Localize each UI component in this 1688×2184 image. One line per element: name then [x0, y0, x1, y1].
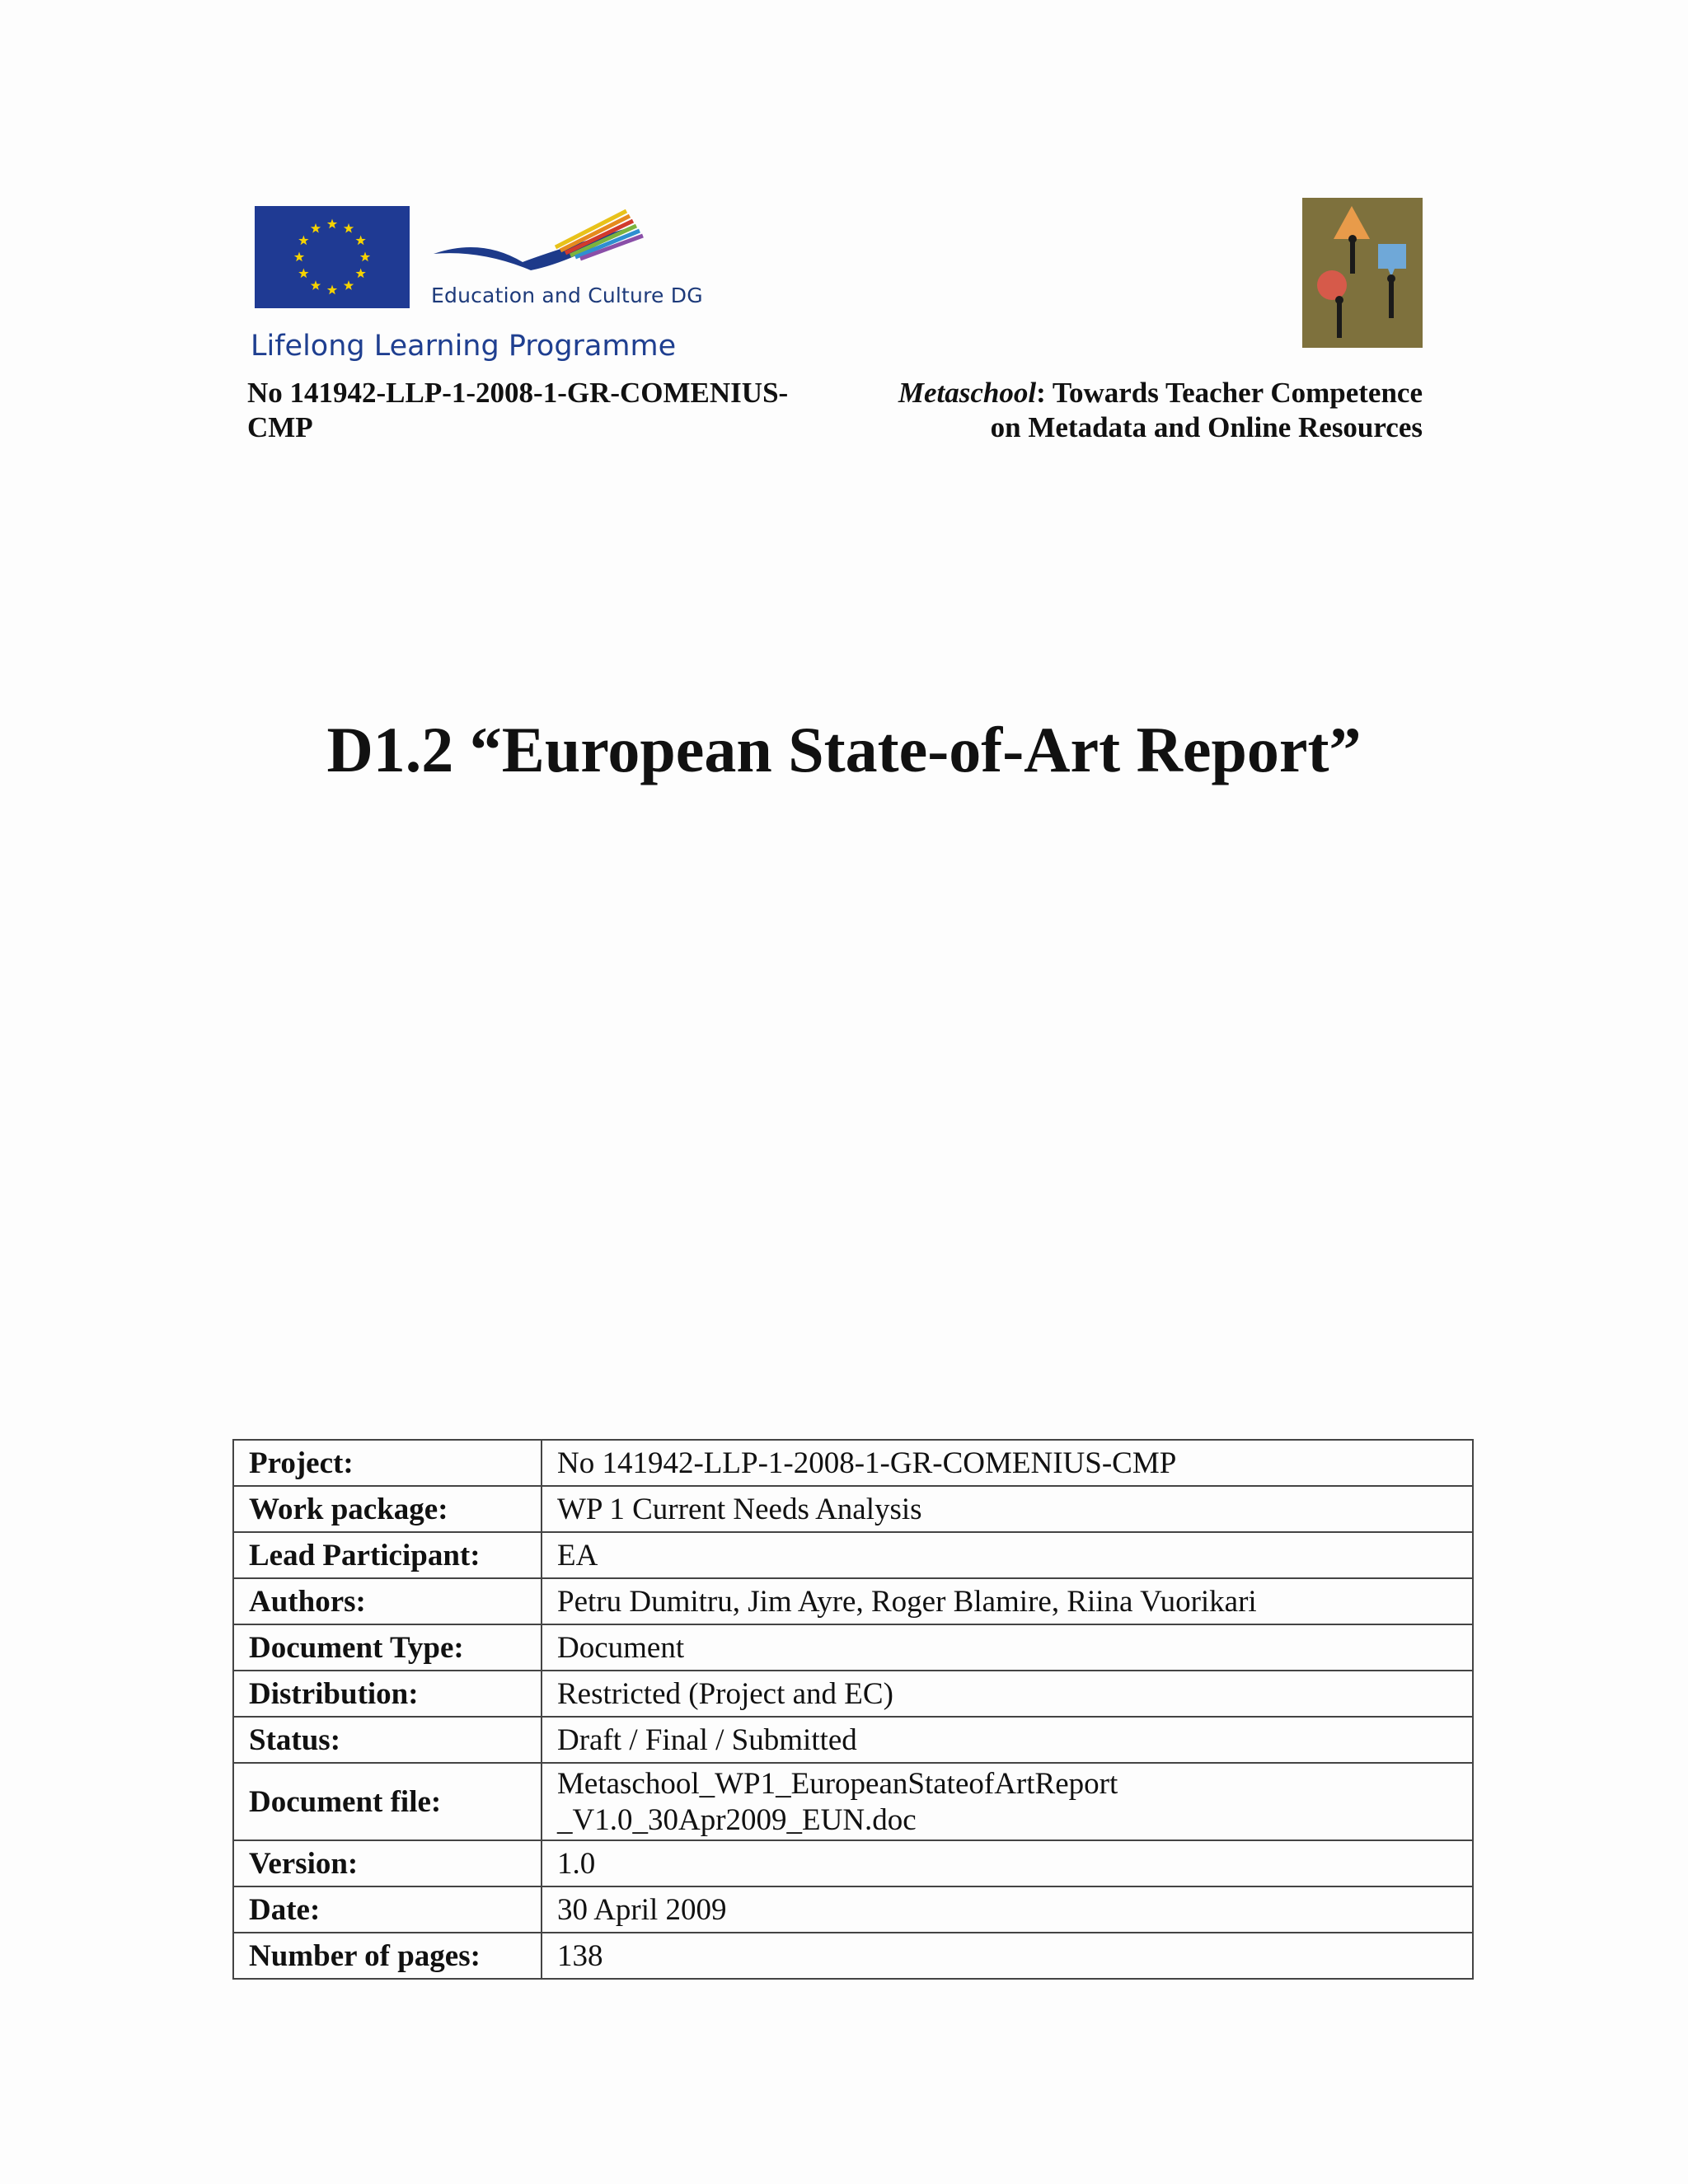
document-type-label: Document Type: — [233, 1624, 542, 1671]
table-row — [233, 1578, 1473, 1624]
eu-flag-icon — [255, 206, 410, 308]
llp-logo — [247, 198, 703, 371]
distribution-value: Restricted (Project and EC) — [542, 1671, 1473, 1717]
status-value: Draft / Final / Submitted — [542, 1717, 1473, 1763]
document-type-value: Document — [542, 1624, 1473, 1671]
project-name-italic: Metaschool — [898, 377, 1037, 409]
project-name-line2: on Metadata and Online Resources — [990, 411, 1423, 443]
document-file-value — [542, 1763, 1473, 1840]
llp-bird-icon — [432, 204, 646, 287]
document-file-label: Document file: — [233, 1763, 542, 1840]
table-row — [233, 1717, 1473, 1763]
work-package-value: WP 1 Current Needs Analysis — [542, 1486, 1473, 1532]
table-row — [233, 1933, 1473, 1979]
project-name-rest: : Towards Teacher Competence — [1036, 377, 1423, 409]
programme-label: Lifelong Learning Programme — [251, 330, 677, 363]
distribution-label: Distribution: — [233, 1671, 542, 1717]
status-label: Status: — [233, 1717, 542, 1763]
header-project-name — [832, 376, 1423, 445]
pages-value: 138 — [542, 1933, 1473, 1979]
document-file-value-line1: Metaschool_WP1_EuropeanStateofArtReport — [557, 1767, 1118, 1801]
table-row — [233, 1440, 1473, 1486]
metaschool-logo-icon — [1302, 198, 1423, 348]
lead-participant-label: Lead Participant: — [233, 1532, 542, 1578]
authors-value: Petru Dumitru, Jim Ayre, Roger Blamire, Riina Vuorikari — [542, 1578, 1473, 1624]
table-row — [233, 1840, 1473, 1886]
header-project-number: No 141942-LLP-1-2008-1-GR-COMENIUS-CMP — [247, 377, 789, 443]
work-package-label: Work package: — [233, 1486, 542, 1532]
document-info-table — [232, 1439, 1474, 1980]
date-value: 30 April 2009 — [542, 1886, 1473, 1933]
project-label: Project: — [233, 1440, 542, 1486]
document-title: D1.2 “European State-of-Art Report” — [326, 714, 1362, 785]
lead-participant-value: EA — [542, 1532, 1473, 1578]
table-row — [233, 1486, 1473, 1532]
table-row — [233, 1532, 1473, 1578]
document-file-value-line2: _V1.0_30Apr2009_EUN.doc — [557, 1803, 917, 1837]
table-row — [233, 1671, 1473, 1717]
date-label: Date: — [233, 1886, 542, 1933]
version-label: Version: — [233, 1840, 542, 1886]
table-row — [233, 1763, 1473, 1840]
table-row — [233, 1624, 1473, 1671]
project-value: No 141942-LLP-1-2008-1-GR-COMENIUS-CMP — [542, 1440, 1473, 1486]
table-row — [233, 1886, 1473, 1933]
version-value: 1.0 — [542, 1840, 1473, 1886]
authors-label: Authors: — [233, 1578, 542, 1624]
dg-label: Education and Culture DG — [431, 284, 703, 307]
pages-label: Number of pages: — [233, 1933, 542, 1979]
